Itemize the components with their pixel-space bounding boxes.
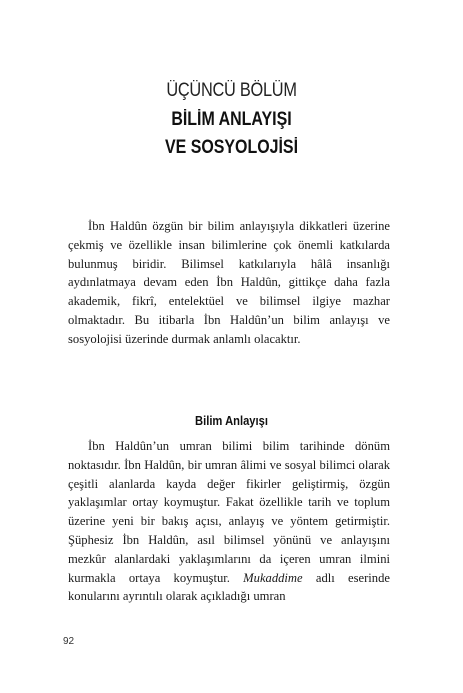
- section-heading: Bilim Anlayışı: [195, 413, 268, 428]
- intro-paragraph-text: İbn Haldûn özgün bir bilim anlayışıyla dikkatleri üzerine çekmiş ve özellikle insan bilimlerine çok önemli katkılarda bulunmuş biridir. Bilimsel katkılarıyla hâlâ insanlığı aydınlatmaya devam eden İbn Haldûn, gittikçe daha fazla akademik, fikrî, entelektüel ve bilimsel ilgiye mazhar olmaktadır. Bu itibarla İbn Haldûn’un bilim anlayışı ve sosyolojisi üzerinde durmak anlamlı olacaktır.: [68, 219, 390, 346]
- section-paragraph-text: [68, 437, 390, 606]
- chapter-title-line-1: BİLİM ANLAYIŞI: [171, 109, 292, 130]
- book-title-italic: Mukaddime: [243, 570, 303, 585]
- intro-paragraph: [68, 217, 390, 349]
- page-number: 92: [63, 636, 75, 647]
- chapter-label: ÜÇÜNCÜ BÖLÜM: [166, 80, 297, 101]
- chapter-title-line-2: VE SOSYOLOJİSİ: [164, 137, 299, 158]
- section-text-part-1: İbn Haldûn’un umran bilimi bilim tarihinde dönüm noktasıdır. İbn Haldûn, bir umran âlimi ve sosyal bilimci olarak çeşitli alanlarda kayda değer fikirler geliştirmiş, özgün yaklaşımlar ortay koymuştur. Fakat özellikle tarih ve toplum üzerine yeni bir bakış açısı, anlayış ve yöntem getirmiştir. Şüphesiz İbn Haldûn, asıl bilimsel yönünü ve anlayışını mezkûr alanlardaki yaklaşımlarını da içeren umran ilmini kurmakla ortaya koymuştur.: [68, 439, 390, 585]
- section-text-part-2: adlı eserinde konularını ayrıntılı olarak açıkladığı umran: [68, 570, 390, 604]
- section-paragraph: [68, 437, 390, 606]
